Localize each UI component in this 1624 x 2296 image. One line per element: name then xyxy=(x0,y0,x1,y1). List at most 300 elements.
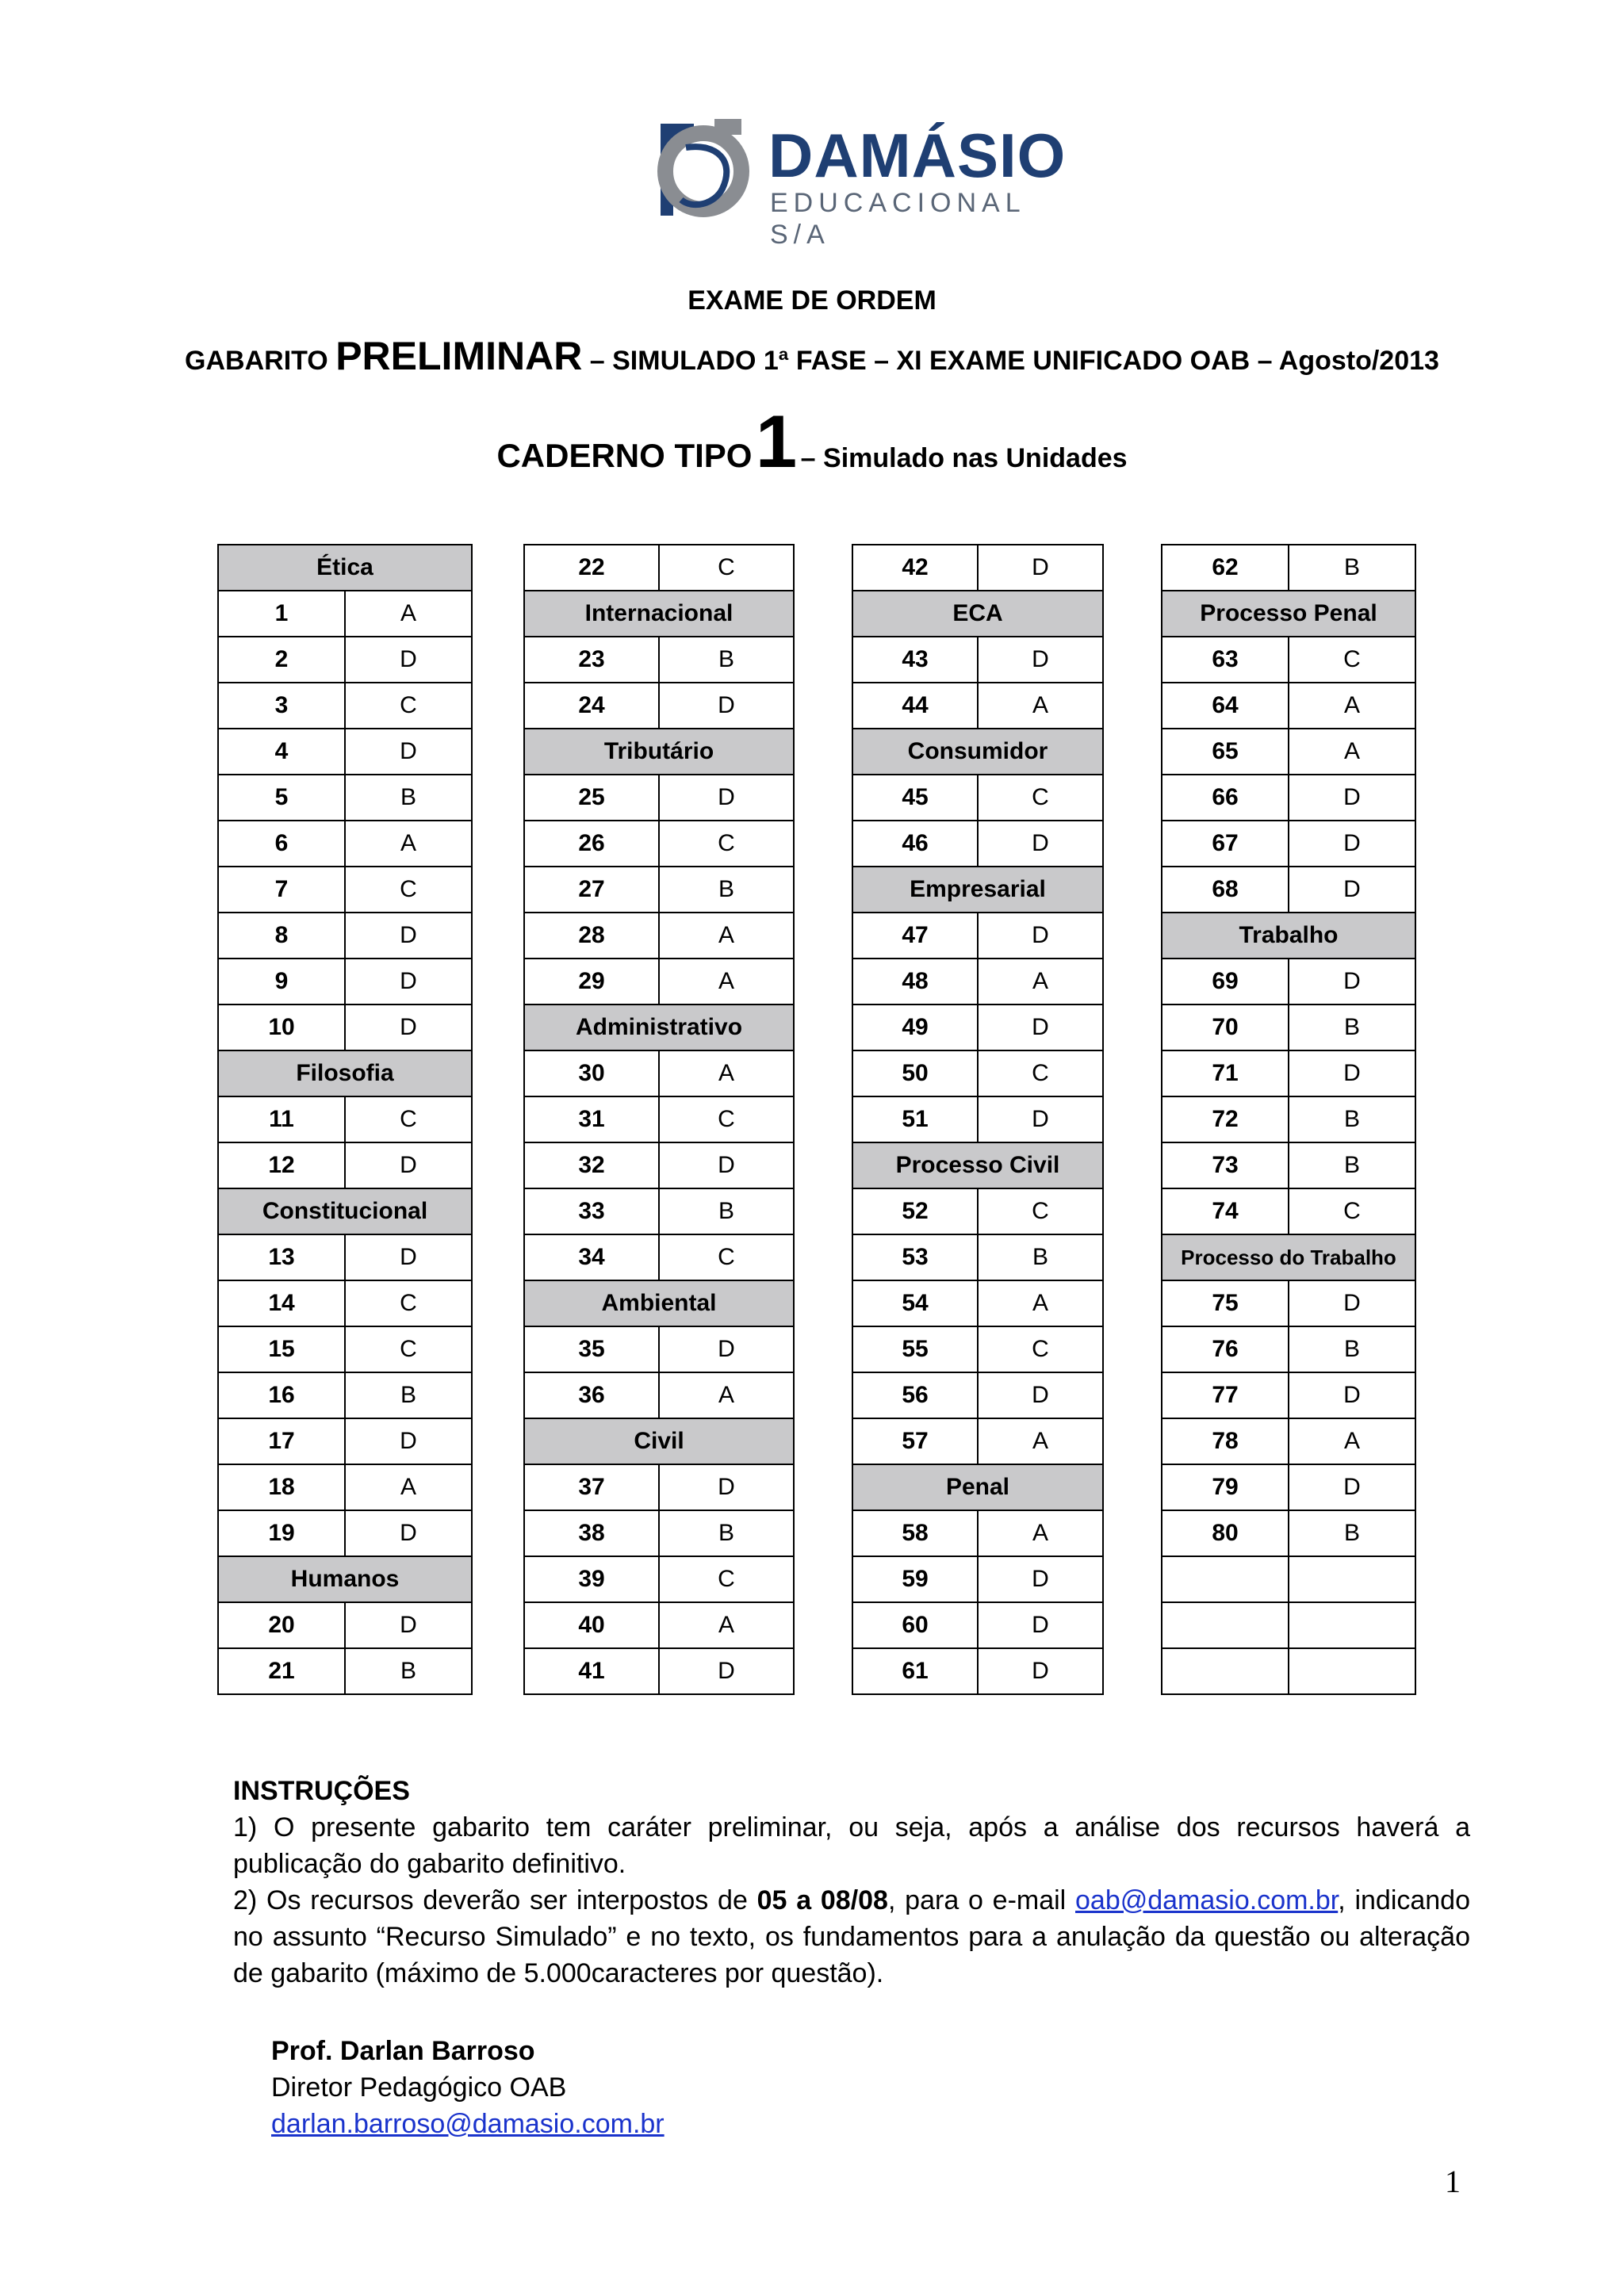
answer-letter: D xyxy=(345,1142,472,1188)
caderno-title xyxy=(0,400,1624,483)
table-row xyxy=(852,821,1103,867)
question-number: 54 xyxy=(852,1280,978,1326)
section-row xyxy=(852,591,1103,637)
table-row xyxy=(1162,729,1415,775)
signature-name: Prof. Darlan Barroso xyxy=(271,2036,535,2066)
section-header: Internacional xyxy=(524,591,794,637)
table-row xyxy=(524,1096,794,1142)
question-number: 50 xyxy=(852,1050,978,1096)
answer-letter: A xyxy=(659,959,794,1004)
section-row xyxy=(524,1418,794,1464)
question-number: 25 xyxy=(524,775,659,821)
answer-letter: D xyxy=(345,1602,472,1648)
question-number: 51 xyxy=(852,1096,978,1142)
question-number: 69 xyxy=(1162,959,1289,1004)
table-row xyxy=(852,959,1103,1004)
answer-letter: B xyxy=(659,867,794,913)
table-row xyxy=(218,1418,472,1464)
section-header: Ambiental xyxy=(524,1280,794,1326)
answer-letter: C xyxy=(345,1280,472,1326)
table-row xyxy=(524,1234,794,1280)
answer-letter: D xyxy=(978,1372,1103,1418)
question-number: 65 xyxy=(1162,729,1289,775)
question-number: 22 xyxy=(524,545,659,591)
question-number: 55 xyxy=(852,1326,978,1372)
table-row xyxy=(218,1004,472,1050)
answer-letter: A xyxy=(978,1510,1103,1556)
section-header: Administrativo xyxy=(524,1004,794,1050)
section-row xyxy=(524,1004,794,1050)
table-row xyxy=(1162,1326,1415,1372)
answer-letter: D xyxy=(659,1142,794,1188)
table-row xyxy=(852,545,1103,591)
answer-letter: D xyxy=(345,1418,472,1464)
table-row xyxy=(218,683,472,729)
question-number: 21 xyxy=(218,1648,345,1694)
answer-letter: C xyxy=(978,775,1103,821)
section-row xyxy=(218,1556,472,1602)
section-header: Civil xyxy=(524,1418,794,1464)
answer-letter: A xyxy=(345,821,472,867)
answer-letter: D xyxy=(345,637,472,683)
question-number: 53 xyxy=(852,1234,978,1280)
section-row xyxy=(1162,1234,1415,1280)
logo-subtitle: EDUCACIONAL S/A xyxy=(770,188,1025,250)
answer-letter: A xyxy=(659,1050,794,1096)
answer-letter: A xyxy=(659,1602,794,1648)
table-row xyxy=(852,1188,1103,1234)
answer-letter: D xyxy=(1289,1280,1415,1326)
answer-letter: D xyxy=(659,775,794,821)
question-number: 10 xyxy=(218,1004,345,1050)
table-row xyxy=(524,1326,794,1372)
section-header: Humanos xyxy=(218,1556,472,1602)
question-number: 11 xyxy=(218,1096,345,1142)
table-row xyxy=(852,1510,1103,1556)
table-row xyxy=(852,1004,1103,1050)
answer-letter: C xyxy=(345,867,472,913)
answer-letter: D xyxy=(978,1602,1103,1648)
table-row xyxy=(1162,1004,1415,1050)
table-row xyxy=(218,637,472,683)
question-number: 59 xyxy=(852,1556,978,1602)
question-number: 35 xyxy=(524,1326,659,1372)
table-row xyxy=(218,1510,472,1556)
question-number: 18 xyxy=(218,1464,345,1510)
answer-letter: A xyxy=(1289,683,1415,729)
table-row xyxy=(1162,1096,1415,1142)
gabarito-title xyxy=(0,333,1624,379)
answer-letter: D xyxy=(1289,1372,1415,1418)
table-row xyxy=(1162,1372,1415,1418)
question-number: 8 xyxy=(218,913,345,959)
table-row xyxy=(852,1050,1103,1096)
table-row xyxy=(1162,775,1415,821)
table-row xyxy=(1162,683,1415,729)
table-row xyxy=(524,1142,794,1188)
question-number xyxy=(1162,1556,1289,1602)
question-number: 44 xyxy=(852,683,978,729)
question-number: 76 xyxy=(1162,1326,1289,1372)
answer-letter: B xyxy=(659,1510,794,1556)
instruction-item-2-text-b: , para o e-mail xyxy=(887,1885,1075,1915)
question-number xyxy=(1162,1648,1289,1694)
table-row xyxy=(524,1372,794,1418)
table-row xyxy=(524,545,794,591)
recurso-email-link[interactable]: oab@damasio.com.br xyxy=(1075,1885,1339,1915)
answer-letter: A xyxy=(978,1280,1103,1326)
section-row xyxy=(852,1142,1103,1188)
answer-letter: B xyxy=(978,1234,1103,1280)
question-number: 37 xyxy=(524,1464,659,1510)
question-number: 15 xyxy=(218,1326,345,1372)
damasio-logo-mark-icon xyxy=(646,116,749,224)
question-number: 72 xyxy=(1162,1096,1289,1142)
table-row xyxy=(524,1510,794,1556)
instruction-item-2-text: 2) Os recursos deverão ser interpostos de xyxy=(233,1885,757,1915)
caderno-number: 1 xyxy=(755,400,798,483)
instruction-item-2 xyxy=(233,1882,1470,1992)
table-row xyxy=(1162,1188,1415,1234)
question-number: 34 xyxy=(524,1234,659,1280)
table-row xyxy=(1162,959,1415,1004)
question-number: 23 xyxy=(524,637,659,683)
question-number: 1 xyxy=(218,591,345,637)
answer-letter: B xyxy=(1289,1004,1415,1050)
table-row xyxy=(852,1096,1103,1142)
table-row xyxy=(1162,1602,1415,1648)
table-row xyxy=(218,775,472,821)
question-number: 61 xyxy=(852,1648,978,1694)
answer-letter: D xyxy=(1289,867,1415,913)
table-row xyxy=(218,729,472,775)
signature-email-link[interactable]: darlan.barroso@damasio.com.br xyxy=(271,2109,665,2139)
answer-letter: C xyxy=(659,1096,794,1142)
instruction-item-1: 1) O presente gabarito tem caráter preliminar, ou seja, após a análise dos recursos haverá a publicação do gabarito definitivo. xyxy=(233,1812,1470,1879)
question-number: 73 xyxy=(1162,1142,1289,1188)
question-number: 6 xyxy=(218,821,345,867)
question-number: 58 xyxy=(852,1510,978,1556)
question-number: 56 xyxy=(852,1372,978,1418)
answer-letter: D xyxy=(659,1326,794,1372)
answer-letter: A xyxy=(978,1418,1103,1464)
answer-letter: D xyxy=(978,821,1103,867)
question-number: 79 xyxy=(1162,1464,1289,1510)
table-row xyxy=(852,1418,1103,1464)
preliminar-label: PRELIMINAR xyxy=(335,334,583,378)
table-row xyxy=(1162,867,1415,913)
question-number: 43 xyxy=(852,637,978,683)
question-number: 3 xyxy=(218,683,345,729)
question-number: 60 xyxy=(852,1602,978,1648)
table-row xyxy=(218,1280,472,1326)
answer-letter: C xyxy=(345,683,472,729)
question-number: 45 xyxy=(852,775,978,821)
answer-letter: D xyxy=(978,545,1103,591)
answer-letter: D xyxy=(345,1234,472,1280)
section-row xyxy=(218,1050,472,1096)
answer-letter: D xyxy=(345,1004,472,1050)
section-row xyxy=(218,1188,472,1234)
table-row xyxy=(1162,1510,1415,1556)
question-number: 57 xyxy=(852,1418,978,1464)
question-number: 52 xyxy=(852,1188,978,1234)
answer-letter: D xyxy=(1289,1050,1415,1096)
question-number: 42 xyxy=(852,545,978,591)
question-number: 28 xyxy=(524,913,659,959)
table-row xyxy=(852,1280,1103,1326)
answer-letter xyxy=(1289,1556,1415,1602)
answer-table xyxy=(1161,544,1416,1695)
table-row xyxy=(852,775,1103,821)
question-number: 13 xyxy=(218,1234,345,1280)
table-row xyxy=(852,683,1103,729)
instructions xyxy=(233,1773,1470,1992)
table-row xyxy=(524,821,794,867)
table-row xyxy=(1162,1464,1415,1510)
question-number: 7 xyxy=(218,867,345,913)
question-number: 74 xyxy=(1162,1188,1289,1234)
damasio-logo xyxy=(646,116,1067,250)
question-number: 16 xyxy=(218,1372,345,1418)
question-number: 70 xyxy=(1162,1004,1289,1050)
answer-letter: B xyxy=(345,1372,472,1418)
answer-letter: A xyxy=(978,959,1103,1004)
table-row xyxy=(218,959,472,1004)
question-number: 62 xyxy=(1162,545,1289,591)
section-row xyxy=(1162,913,1415,959)
table-row xyxy=(218,1602,472,1648)
answer-letter: C xyxy=(659,1556,794,1602)
answer-letter: C xyxy=(1289,1188,1415,1234)
exam-title: EXAME DE ORDEM xyxy=(688,285,936,316)
answer-letter: D xyxy=(978,1004,1103,1050)
simulado-label: – SIMULADO 1ª FASE – XI EXAME UNIFICADO OAB – Agosto/2013 xyxy=(589,346,1439,376)
question-number: 19 xyxy=(218,1510,345,1556)
question-number: 31 xyxy=(524,1096,659,1142)
answer-table xyxy=(523,544,795,1695)
table-row xyxy=(218,1142,472,1188)
question-number: 48 xyxy=(852,959,978,1004)
answer-letter: B xyxy=(1289,1510,1415,1556)
table-row xyxy=(524,959,794,1004)
section-header: Constitucional xyxy=(218,1188,472,1234)
section-header: Filosofia xyxy=(218,1050,472,1096)
answer-letter: C xyxy=(1289,637,1415,683)
section-row xyxy=(1162,591,1415,637)
table-row xyxy=(524,1556,794,1602)
answer-letter: D xyxy=(345,959,472,1004)
answer-letter: B xyxy=(1289,1096,1415,1142)
answer-letter: D xyxy=(1289,959,1415,1004)
table-row xyxy=(1162,1280,1415,1326)
answer-letter: B xyxy=(659,1188,794,1234)
instruction-item-2-dates: 05 a 08/08 xyxy=(756,1885,888,1915)
answer-letter: A xyxy=(659,913,794,959)
table-row xyxy=(524,637,794,683)
table-row xyxy=(524,1464,794,1510)
answer-letter: C xyxy=(659,821,794,867)
answer-letter: C xyxy=(659,545,794,591)
question-number: 80 xyxy=(1162,1510,1289,1556)
question-number: 30 xyxy=(524,1050,659,1096)
answer-letter: A xyxy=(1289,729,1415,775)
question-number: 47 xyxy=(852,913,978,959)
table-row xyxy=(852,637,1103,683)
section-row xyxy=(524,729,794,775)
table-row xyxy=(852,1326,1103,1372)
answer-table xyxy=(852,544,1104,1695)
question-number xyxy=(1162,1602,1289,1648)
answer-letter: D xyxy=(1289,821,1415,867)
table-row xyxy=(852,1234,1103,1280)
answer-letter: D xyxy=(1289,1464,1415,1510)
caderno-subtitle: – Simulado nas Unidades xyxy=(800,443,1128,473)
table-row xyxy=(218,1096,472,1142)
table-row xyxy=(218,821,472,867)
table-row xyxy=(1162,1050,1415,1096)
section-header: Processo Penal xyxy=(1162,591,1415,637)
question-number: 20 xyxy=(218,1602,345,1648)
question-number: 68 xyxy=(1162,867,1289,913)
answer-letter: D xyxy=(345,729,472,775)
table-row xyxy=(852,1372,1103,1418)
question-number: 40 xyxy=(524,1602,659,1648)
question-number: 75 xyxy=(1162,1280,1289,1326)
section-header: Tributário xyxy=(524,729,794,775)
gabarito-label: GABARITO xyxy=(185,346,328,376)
signature-role: Diretor Pedagógico OAB xyxy=(271,2072,567,2103)
answer-letter: D xyxy=(978,913,1103,959)
table-row xyxy=(524,867,794,913)
table-row xyxy=(524,913,794,959)
answer-letter: D xyxy=(978,637,1103,683)
answer-letter: D xyxy=(345,913,472,959)
question-number: 71 xyxy=(1162,1050,1289,1096)
table-row xyxy=(218,1648,472,1694)
table-row xyxy=(218,1234,472,1280)
section-header: Consumidor xyxy=(852,729,1103,775)
section-header: Empresarial xyxy=(852,867,1103,913)
table-row xyxy=(524,683,794,729)
table-row xyxy=(1162,637,1415,683)
answer-table xyxy=(217,544,473,1695)
question-number: 24 xyxy=(524,683,659,729)
answer-letter: B xyxy=(659,637,794,683)
answer-letter: A xyxy=(978,683,1103,729)
answer-letter xyxy=(1289,1602,1415,1648)
answer-letter: A xyxy=(345,591,472,637)
answer-letter: B xyxy=(345,775,472,821)
question-number: 33 xyxy=(524,1188,659,1234)
section-header: Penal xyxy=(852,1464,1103,1510)
question-number: 32 xyxy=(524,1142,659,1188)
section-header: Processo Civil xyxy=(852,1142,1103,1188)
question-number: 26 xyxy=(524,821,659,867)
question-number: 41 xyxy=(524,1648,659,1694)
table-row xyxy=(218,867,472,913)
logo-name: DAMÁSIO xyxy=(768,121,1067,190)
question-number: 66 xyxy=(1162,775,1289,821)
table-row xyxy=(524,1188,794,1234)
question-number: 78 xyxy=(1162,1418,1289,1464)
question-number: 29 xyxy=(524,959,659,1004)
answer-letter: B xyxy=(1289,1326,1415,1372)
question-number: 9 xyxy=(218,959,345,1004)
answer-letter: D xyxy=(978,1096,1103,1142)
table-row xyxy=(852,1556,1103,1602)
instructions-title: INSTRUÇÕES xyxy=(233,1776,410,1806)
section-row xyxy=(218,545,472,591)
answer-letter: B xyxy=(345,1648,472,1694)
question-number: 17 xyxy=(218,1418,345,1464)
table-row xyxy=(524,1050,794,1096)
question-number: 5 xyxy=(218,775,345,821)
question-number: 14 xyxy=(218,1280,345,1326)
table-row xyxy=(1162,1142,1415,1188)
question-number: 63 xyxy=(1162,637,1289,683)
table-row xyxy=(1162,821,1415,867)
table-row xyxy=(852,1648,1103,1694)
table-row xyxy=(218,1464,472,1510)
answer-letter: D xyxy=(978,1556,1103,1602)
page-number: 1 xyxy=(1445,2164,1461,2199)
table-row xyxy=(218,1326,472,1372)
section-header: ECA xyxy=(852,591,1103,637)
question-number: 64 xyxy=(1162,683,1289,729)
question-number: 36 xyxy=(524,1372,659,1418)
answer-letter: D xyxy=(659,1648,794,1694)
signature xyxy=(271,2033,665,2142)
answer-letter xyxy=(1289,1648,1415,1694)
section-header: Ética xyxy=(218,545,472,591)
table-row xyxy=(218,1372,472,1418)
question-number: 27 xyxy=(524,867,659,913)
answer-letter: C xyxy=(978,1050,1103,1096)
question-number: 77 xyxy=(1162,1372,1289,1418)
table-row xyxy=(1162,1418,1415,1464)
table-row xyxy=(524,1602,794,1648)
section-row xyxy=(524,1280,794,1326)
answer-letter: D xyxy=(978,1648,1103,1694)
answer-letter: C xyxy=(978,1188,1103,1234)
answer-letter: D xyxy=(1289,775,1415,821)
answer-letter: A xyxy=(1289,1418,1415,1464)
table-row xyxy=(1162,1556,1415,1602)
answer-letter: C xyxy=(345,1096,472,1142)
table-row xyxy=(218,591,472,637)
table-row xyxy=(524,1648,794,1694)
section-row xyxy=(852,867,1103,913)
answer-letter: C xyxy=(345,1326,472,1372)
answer-letter: C xyxy=(978,1326,1103,1372)
section-row xyxy=(524,591,794,637)
instruction-item-2-text-c: , indicando no assunto “Recurso Simulado” e no texto, os fundamentos para a anulação da questão ou alteração de gabarito (máximo de 5.000caracteres por questão). xyxy=(233,1885,1471,1988)
question-number: 4 xyxy=(218,729,345,775)
question-number: 2 xyxy=(218,637,345,683)
question-number: 12 xyxy=(218,1142,345,1188)
answer-letter: A xyxy=(345,1464,472,1510)
answer-letter: D xyxy=(659,683,794,729)
caderno-label: CADERNO TIPO xyxy=(496,437,753,474)
answer-letter: B xyxy=(1289,1142,1415,1188)
answer-letter: B xyxy=(1289,545,1415,591)
table-row xyxy=(1162,1648,1415,1694)
section-row xyxy=(852,1464,1103,1510)
section-header: Trabalho xyxy=(1162,913,1415,959)
table-row xyxy=(524,775,794,821)
question-number: 38 xyxy=(524,1510,659,1556)
